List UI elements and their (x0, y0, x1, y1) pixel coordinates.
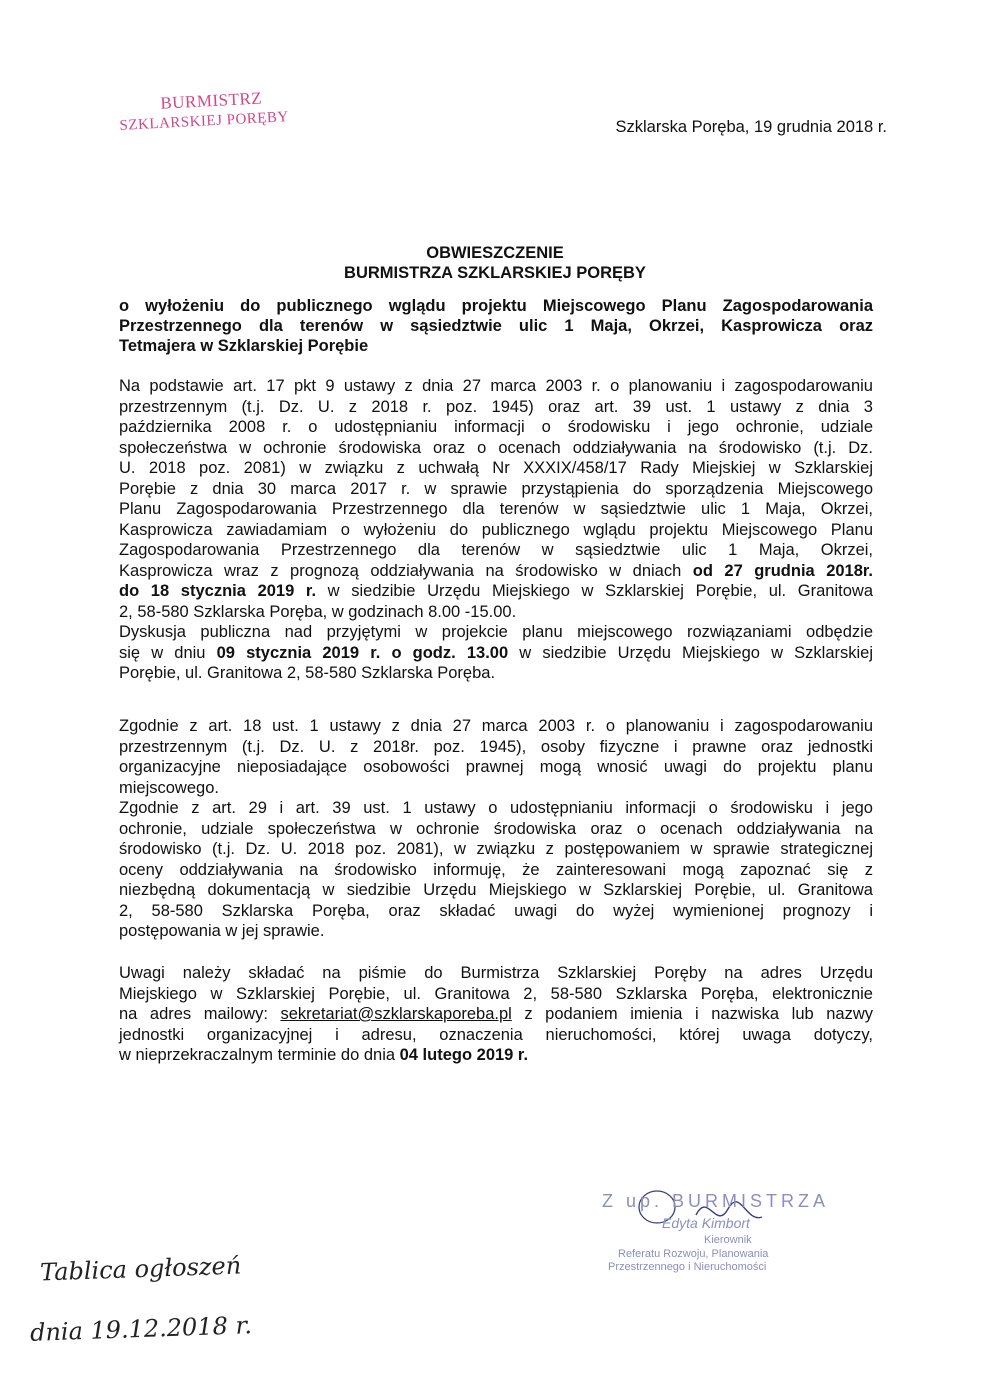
signature-name: Edyta Kimbort (662, 1215, 750, 1231)
text-line: Kasprowicza zawiadamiam o wyłożeniu do publicznego wglądu projektu Miejscowego Planu (119, 520, 873, 539)
text-line: postępowania w jej sprawie. (119, 922, 325, 940)
text-line: oceny oddziaływania na środowisko informuję, że zainteresowani mogą zapoznać się z (119, 860, 873, 879)
text-line: U. 2018 poz. 2081) w związku z uchwałą Nr XXXIX/458/17 Rady Miejskiej w Szklarskiej (119, 459, 873, 477)
paragraph-submission (119, 963, 873, 1066)
signature-dept-1: Referatu Rozwoju, Planowania (618, 1248, 769, 1260)
document-subject (119, 296, 873, 356)
text-line: Zgodnie z art. 18 ust. 1 ustawy z dnia 27 marca 2003 r. o planowaniu i zagospodarowaniu (119, 717, 873, 735)
text-line: października 2008 r. o udostępnianiu informacji o środowisku i jego ochronie, udziale (119, 418, 873, 436)
mayor-stamp (118, 84, 350, 148)
title-line-1: OBWIESZCZENIE (426, 244, 564, 262)
text-line: 2, 58-580 Szklarska Poręba, w godzinach 8.00 -15.00. (119, 602, 517, 621)
text-span: w nieprzekraczalnym terminie do dnia (119, 1046, 400, 1064)
subject-line: Przestrzennego dla terenów w sąsiedztwie ulic 1 Maja, Okrzei, Kasprowicza oraz (119, 317, 873, 335)
stamp-line-2: SZKLARSKIEJ PORĘBY (119, 109, 290, 134)
text-line: ochronie, udziale społeczeństwa w ochronie środowiska oraz o ocenach oddziaływania na (119, 819, 873, 838)
text-line: Miejskiego w Szklarskiej Porębie, ul. Granitowa 2, 58-580 Szklarska Poręba, elektronicznie (119, 984, 873, 1003)
text-line: organizacyjne nieposiadające osobowości prawnej mogą wnosić uwagi do projektu planu (119, 758, 873, 776)
email-link[interactable]: sekretariat@szklarskaporeba.pl (280, 1005, 512, 1023)
text-line: Uwagi należy składać na piśmie do Burmistrza Szklarskiej Poręby na adres Urzędu (119, 964, 873, 982)
handwritten-note-2: dnia 19.12.2018 r. (29, 1311, 253, 1347)
title-line-2: BURMISTRZA SZKLARSKIEJ PORĘBY (344, 264, 646, 282)
text-line (119, 561, 873, 582)
text-line: Porębie, ul. Granitowa 2, 58-580 Szklarska Poręba. (119, 664, 496, 682)
document-title (0, 243, 990, 283)
text-line (119, 1004, 873, 1025)
text-line: Dyskusja publiczna nad przyjętymi w projekcie planu miejscowego rozwiązaniami odbędzie (119, 623, 873, 641)
text-line (119, 643, 873, 664)
text-line: miejscowego. (119, 778, 219, 797)
signature-role: Kierownik (704, 1234, 752, 1246)
exhibition-end-date: do 18 stycznia 2019 r. (119, 582, 317, 600)
text-line: Na podstawie art. 17 pkt 9 ustawy z dnia 27 marca 2003 r. o planowaniu i zagospodarowaniu (119, 377, 873, 395)
text-line: Porębie z dnia 30 marca 2017 r. w sprawie przystąpienia do sporządzenia Miejscowego (119, 479, 873, 498)
stamp-line-1: BURMISTRZ (159, 88, 263, 113)
text-line: środowisko (t.j. Dz. U. 2018 poz. 2081), w związku z postępowaniem w sprawie strategicznej (119, 840, 873, 858)
text-line: przestrzennym (t.j. Dz. U. z 2018r. poz. 1945), osoby fizyczne i prawne oraz jednostki (119, 737, 873, 756)
text-line: Zagospodarowania Przestrzennego dla terenów w sąsiedztwie ulic 1 Maja, Okrzei, (119, 541, 873, 559)
text-line: przestrzennym (t.j. Dz. U. z 2018 r. poz. 1945) oraz art. 39 ust. 1 ustawy z dnia 3 (119, 397, 873, 416)
deadline-date: 04 lutego 2019 r. (399, 1046, 529, 1064)
paragraph-comments-right (119, 716, 873, 942)
text-line: społeczeństwa w ochronie środowiska oraz o ocenach oddziaływania na środowisko (t.j. Dz. (119, 438, 873, 457)
text-span: w siedzibie Urzędu Miejskiego w Szklarskiej (508, 643, 873, 662)
text-line: niezbędną dokumentacją w siedzibie Urzędu Miejskiego w Szklarskiej Porębie, ul. Granitowa (119, 881, 873, 899)
signature-line-1: Z up. BURMISTRZA (602, 1191, 830, 1211)
text-line (119, 581, 873, 602)
text-span: na adres mailowy: (119, 1005, 281, 1023)
text-line: 2, 58-580 Szklarska Poręba, oraz składać uwagi do wyżej wymienionej prognozy i (119, 901, 873, 920)
place-date: Szklarska Poręba, 19 grudnia 2018 r. (615, 118, 887, 136)
text-span: w siedzibie Urzędu Miejskiego w Szklarskiej Porębie, ul. Granitowa (316, 582, 873, 600)
text-line: Zgodnie z art. 29 i art. 39 ust. 1 ustawy o udostępnianiu informacji o środowisku i jego (119, 799, 873, 817)
text-line (119, 1045, 873, 1066)
text-line: Planu Zagospodarowania Przestrzennego dla terenów w sąsiedztwie ulic 1 Maja, Okrzei, (119, 500, 873, 518)
subject-line: Tetmajera w Szklarskiej Porębie (119, 337, 369, 355)
text-line: jednostki organizacyjnej i adresu, oznaczenia nieruchomości, której uwaga dotyczy, (119, 1025, 873, 1044)
signature-stamp (596, 1185, 836, 1285)
discussion-date: 09 stycznia 2019 r. o godz. 13.00 (216, 643, 509, 662)
subject-line: o wyłożeniu do publicznego wglądu projektu Miejscowego Planu Zagospodarowania (119, 297, 873, 315)
text-span: się w dniu (119, 643, 217, 662)
text-span: Kasprowicza wraz z prognozą oddziaływania na środowisko w dniach (119, 561, 693, 580)
signature-dept-2: Przestrzennego i Nieruchomości (608, 1261, 767, 1273)
handwritten-note-1: Tablica ogłoszeń (39, 1251, 242, 1287)
text-span: z podaniem imienia i nazwiska lub nazwy (511, 1005, 873, 1023)
paragraph-legal-basis (119, 376, 873, 684)
exhibition-start-date: od 27 grudnia 2018r. (692, 561, 873, 580)
